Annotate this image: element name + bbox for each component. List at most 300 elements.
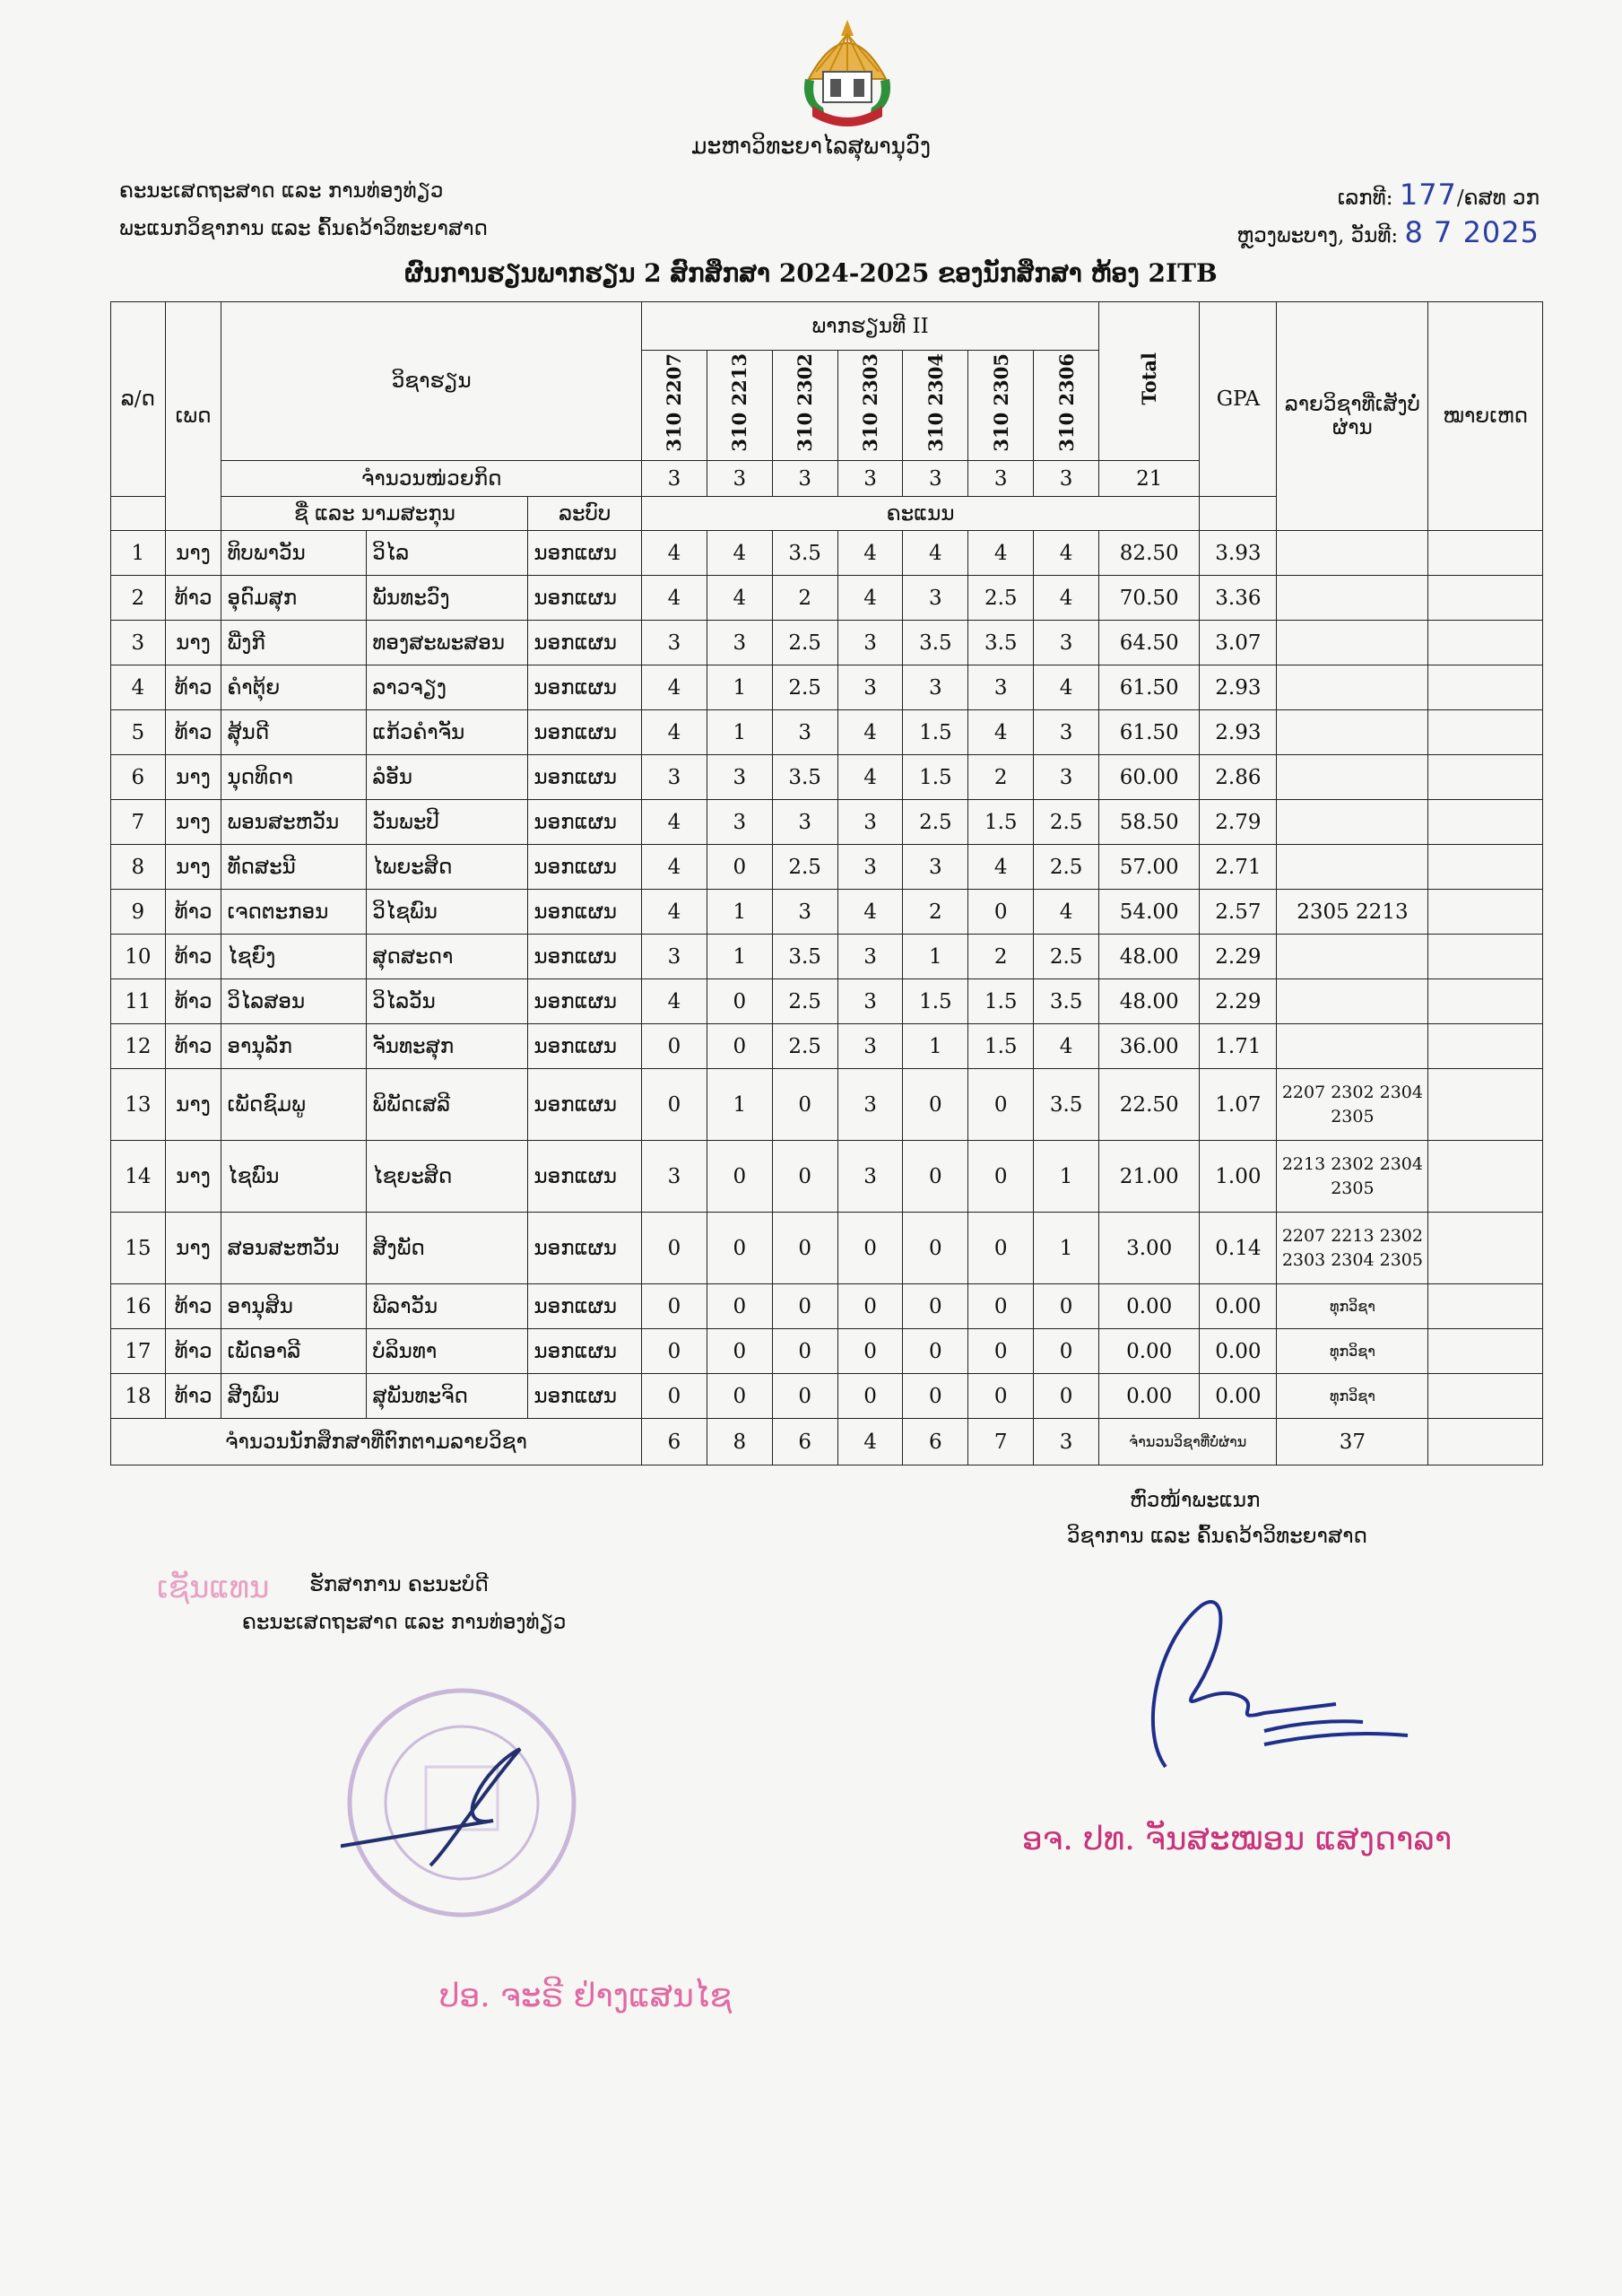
score-1: 0: [642, 1024, 707, 1069]
score-7: 2.5: [1034, 800, 1099, 845]
row-number: 12: [111, 1024, 166, 1069]
score-1: 4: [642, 531, 707, 576]
score-6: 2: [968, 755, 1034, 800]
student-last-name: ວັນພະປີ: [367, 800, 528, 845]
total-score: 58.50: [1099, 800, 1200, 845]
score-5: 1: [903, 1024, 968, 1069]
score-4: 3: [837, 665, 903, 710]
remark: [1428, 890, 1543, 935]
student-row: [111, 890, 1543, 935]
header-gpa: GPA: [1200, 302, 1277, 497]
credit-4: 3: [837, 461, 903, 497]
acting-dean-faculty: ຄະນະເສດຖະສາດ ແລະ ການທ່ອງທ່ຽວ: [242, 1611, 567, 1634]
score-2: 0: [707, 1141, 772, 1213]
student-last-name: ວິໄລ: [367, 531, 528, 576]
student-row: [111, 755, 1543, 800]
remark: [1428, 979, 1543, 1024]
score-1: 3: [642, 935, 707, 979]
head-of-department-unit: ວິຊາການ ແລະ ຄົ້ນຄວ້າວິທະຍາສາດ: [1067, 1525, 1367, 1548]
student-last-name: ວິໄຊພົນ: [367, 890, 528, 935]
total-score: 22.50: [1099, 1069, 1200, 1141]
remark: [1428, 1069, 1543, 1141]
score-6: 2.5: [968, 576, 1034, 621]
student-title: ທ້າວ: [165, 1024, 221, 1069]
failed-subjects: [1277, 531, 1428, 576]
failed-subjects: [1277, 710, 1428, 755]
total-score: 70.50: [1099, 576, 1200, 621]
row-number: 3: [111, 621, 166, 665]
score-7: 4: [1034, 890, 1099, 935]
student-first-name: ທັດສະນີ: [221, 845, 367, 890]
subject-code-4: 310 2303: [837, 351, 903, 461]
study-type: ນອກແຜນ: [528, 755, 642, 800]
student-first-name: ອຸດົມສຸກ: [221, 576, 367, 621]
score-5: 2.5: [903, 800, 968, 845]
student-first-name: ພອນສະຫວັນ: [221, 800, 367, 845]
score-6: 4: [968, 531, 1034, 576]
remark: [1428, 531, 1543, 576]
gpa: 0.00: [1200, 1374, 1277, 1419]
doc-number-value: 177: [1399, 178, 1457, 212]
student-first-name: ນຸດທິດາ: [221, 755, 367, 800]
study-type: ນອກແຜນ: [528, 935, 642, 979]
credit-1: 3: [642, 461, 707, 497]
total-score: 57.00: [1099, 845, 1200, 890]
score-3: 3: [772, 890, 837, 935]
failed-subjects: [1277, 665, 1428, 710]
study-type: ນອກແຜນ: [528, 1024, 642, 1069]
gpa: 2.29: [1200, 935, 1277, 979]
remark: [1428, 1141, 1543, 1213]
credits-total: 21: [1099, 461, 1200, 497]
student-first-name: ໄຊພົນ: [221, 1141, 367, 1213]
credits-label: ຈຳນວນໜ່ວຍກິດ: [221, 461, 642, 497]
score-1: 4: [642, 576, 707, 621]
score-5: 0: [903, 1069, 968, 1141]
student-title: ທ້າວ: [165, 935, 221, 979]
score-2: 0: [707, 1213, 772, 1284]
gpa: 2.29: [1200, 979, 1277, 1024]
remark: [1428, 621, 1543, 665]
total-score: 60.00: [1099, 755, 1200, 800]
row-number: 9: [111, 890, 166, 935]
head-of-department-name: ອຈ. ປທ. ຈັນສະໝອນ ແສງດາລາ: [1022, 1821, 1453, 1857]
score-6: 0: [968, 1284, 1034, 1329]
score-4: 0: [837, 1374, 903, 1419]
score-6: 2: [968, 935, 1034, 979]
score-2: 3: [707, 621, 772, 665]
score-2: 4: [707, 576, 772, 621]
student-row: [111, 1069, 1543, 1141]
failed-subjects: [1277, 621, 1428, 665]
gpa: 3.36: [1200, 576, 1277, 621]
score-2: 1: [707, 710, 772, 755]
row-number: 5: [111, 710, 166, 755]
header-semester: ພາກຮຽນທີ II: [642, 302, 1099, 351]
document-number: [1338, 178, 1540, 212]
row-number: 10: [111, 935, 166, 979]
score-2: 0: [707, 979, 772, 1024]
total-score: 0.00: [1099, 1284, 1200, 1329]
header-failed-subjects: ລາຍວິຊາທີ່ເສັງບໍ່ຜ່ານ: [1277, 302, 1428, 531]
score-2: 0: [707, 1329, 772, 1374]
remark: [1428, 800, 1543, 845]
row-number: 11: [111, 979, 166, 1024]
subject-code-1: 310 2207: [642, 351, 707, 461]
score-7: 4: [1034, 531, 1099, 576]
study-type: ນອກແຜນ: [528, 576, 642, 621]
student-title: ທ້າວ: [165, 1284, 221, 1329]
acting-dean-name: ປອ. ຈະຣີ ຢ່າງແສນໄຊ: [439, 1978, 733, 2014]
failed-count-2: 8: [707, 1419, 772, 1465]
score-3: 0: [772, 1329, 837, 1374]
score-3: 2.5: [772, 845, 837, 890]
score-7: 4: [1034, 1024, 1099, 1069]
header-subject: ວິຊາຮຽນ: [221, 302, 642, 461]
header-remark: ໝາຍເຫດ: [1428, 302, 1543, 531]
score-7: 0: [1034, 1284, 1099, 1329]
score-5: 1.5: [903, 755, 968, 800]
university-name: ມະຫາວິທະຍາໄລສຸພານຸວົງ: [690, 133, 932, 159]
student-last-name: ສຸພັນທະຈິດ: [367, 1374, 528, 1419]
total-score: 82.50: [1099, 531, 1200, 576]
score-5: 2: [903, 890, 968, 935]
student-first-name: ສຸ້ນດີ: [221, 710, 367, 755]
row-number: 13: [111, 1069, 166, 1141]
score-2: 0: [707, 1024, 772, 1069]
student-last-name: ຈັນທະສຸກ: [367, 1024, 528, 1069]
subject-code-6: 310 2305: [968, 351, 1034, 461]
score-2: 0: [707, 1284, 772, 1329]
gpa: 0.14: [1200, 1213, 1277, 1284]
row-number: 6: [111, 755, 166, 800]
score-6: 0: [968, 1374, 1034, 1419]
score-4: 3: [837, 1141, 903, 1213]
student-title: ທ້າວ: [165, 710, 221, 755]
score-4: 3: [837, 979, 903, 1024]
student-first-name: ທິບພາວັນ: [221, 531, 367, 576]
score-3: 0: [772, 1284, 837, 1329]
student-row: [111, 1141, 1543, 1213]
credit-7: 3: [1034, 461, 1099, 497]
row-number: 7: [111, 800, 166, 845]
score-5: 3: [903, 576, 968, 621]
study-type: ນອກແຜນ: [528, 665, 642, 710]
student-last-name: ແກ້ວຄຳຈັນ: [367, 710, 528, 755]
failed-subjects: [1277, 800, 1428, 845]
header-sex: ເພດ: [165, 302, 221, 531]
remark: [1428, 755, 1543, 800]
failed-count-1: 6: [642, 1419, 707, 1465]
student-row: [111, 935, 1543, 979]
score-2: 1: [707, 665, 772, 710]
row-number: 16: [111, 1284, 166, 1329]
row-number: 8: [111, 845, 166, 890]
student-first-name: ເຈດຕະກອນ: [221, 890, 367, 935]
header-name: ຊື່ ແລະ ນາມສະກຸນ: [221, 497, 528, 531]
study-type: ນອກແຜນ: [528, 531, 642, 576]
student-title: ນາງ: [165, 531, 221, 576]
student-last-name: ບໍລິນທາ: [367, 1329, 528, 1374]
department-name: ພະແນກວິຊາການ ແລະ ຄົ້ນຄວ້າວິທະຍາສາດ: [119, 217, 488, 240]
grades-body: [111, 531, 1543, 1419]
doc-number-label: ເລກທີ:: [1337, 187, 1393, 210]
header-type: ລະບົບ: [528, 497, 642, 531]
remark: [1428, 1329, 1543, 1374]
score-2: 3: [707, 800, 772, 845]
gpa: 2.79: [1200, 800, 1277, 845]
score-4: 0: [837, 1213, 903, 1284]
score-4: 4: [837, 890, 903, 935]
total-score: 61.50: [1099, 665, 1200, 710]
student-first-name: ພີ່ງກີ: [221, 621, 367, 665]
total-score: 36.00: [1099, 1024, 1200, 1069]
student-first-name: ສີງພົນ: [221, 1374, 367, 1419]
student-last-name: ວິໄລວັນ: [367, 979, 528, 1024]
study-type: ນອກແຜນ: [528, 890, 642, 935]
total-score: 3.00: [1099, 1213, 1200, 1284]
credit-6: 3: [968, 461, 1034, 497]
gpa: 2.93: [1200, 665, 1277, 710]
student-title: ນາງ: [165, 1069, 221, 1141]
subject-code-3: 310 2302: [772, 351, 837, 461]
score-2: 3: [707, 755, 772, 800]
score-4: 4: [837, 576, 903, 621]
score-3: 2.5: [772, 1024, 837, 1069]
student-title: ທ້າວ: [165, 1329, 221, 1374]
score-1: 4: [642, 845, 707, 890]
score-4: 3: [837, 935, 903, 979]
student-first-name: ອານຸລັກ: [221, 1024, 367, 1069]
remark: [1428, 710, 1543, 755]
student-row: [111, 1329, 1543, 1374]
student-last-name: ໄພຍະສິດ: [367, 845, 528, 890]
total-score: 48.00: [1099, 979, 1200, 1024]
score-5: 1.5: [903, 979, 968, 1024]
score-2: 1: [707, 1069, 772, 1141]
student-title: ທ້າວ: [165, 1374, 221, 1419]
head-signature: [1130, 1587, 1417, 1794]
score-3: 2.5: [772, 979, 837, 1024]
study-type: ນອກແຜນ: [528, 621, 642, 665]
student-last-name: ລາວຈຽງ: [367, 665, 528, 710]
student-row: [111, 710, 1543, 755]
gpa: 1.71: [1200, 1024, 1277, 1069]
student-title: ນາງ: [165, 1213, 221, 1284]
student-row: [111, 531, 1543, 576]
remark: [1428, 665, 1543, 710]
score-6: 0: [968, 1069, 1034, 1141]
student-title: ນາງ: [165, 621, 221, 665]
on-behalf-stamp: ເຊັນແທນ: [157, 1570, 270, 1605]
score-5: 1.5: [903, 710, 968, 755]
score-3: 0: [772, 1069, 837, 1141]
score-6: 4: [968, 845, 1034, 890]
failed-count-4: 4: [837, 1419, 903, 1465]
study-type: ນອກແຜນ: [528, 845, 642, 890]
score-4: 3: [837, 845, 903, 890]
score-6: 1.5: [968, 800, 1034, 845]
failed-subjects: [1277, 979, 1428, 1024]
student-title: ທ້າວ: [165, 665, 221, 710]
score-7: 2.5: [1034, 845, 1099, 890]
student-row: [111, 1374, 1543, 1419]
credit-5: 3: [903, 461, 968, 497]
total-score: 48.00: [1099, 935, 1200, 979]
remark: [1428, 1213, 1543, 1284]
score-7: 0: [1034, 1374, 1099, 1419]
student-last-name: ທອງສະພະສອນ: [367, 621, 528, 665]
score-5: 1: [903, 935, 968, 979]
study-type: ນອກແຜນ: [528, 1329, 642, 1374]
score-5: 0: [903, 1374, 968, 1419]
subject-code-5: 310 2304: [903, 351, 968, 461]
study-type: ນອກແຜນ: [528, 1374, 642, 1419]
score-5: 3: [903, 845, 968, 890]
score-3: 0: [772, 1141, 837, 1213]
student-title: ທ້າວ: [165, 890, 221, 935]
remark: [1428, 576, 1543, 621]
score-7: 4: [1034, 665, 1099, 710]
score-3: 0: [772, 1374, 837, 1419]
gpa: 0.00: [1200, 1284, 1277, 1329]
score-1: 3: [642, 755, 707, 800]
score-2: 0: [707, 845, 772, 890]
study-type: ນອກແຜນ: [528, 979, 642, 1024]
failed-subjects: 2207 2213 2302 2303 2304 2305: [1277, 1213, 1428, 1284]
date-value: 8 7 2025: [1404, 215, 1540, 249]
score-7: 3: [1034, 755, 1099, 800]
score-2: 4: [707, 531, 772, 576]
remark: [1428, 1284, 1543, 1329]
student-row: [111, 576, 1543, 621]
failed-count-6: 7: [968, 1419, 1034, 1465]
student-first-name: ຄຳຕຸ້ຍ: [221, 665, 367, 710]
student-row: [111, 665, 1543, 710]
failed-subjects: ທຸກວິຊາ: [1277, 1284, 1428, 1329]
score-4: 3: [837, 800, 903, 845]
student-row: [111, 1024, 1543, 1069]
score-2: 1: [707, 890, 772, 935]
row-number: 4: [111, 665, 166, 710]
row-number: 14: [111, 1141, 166, 1213]
score-3: 3.5: [772, 531, 837, 576]
student-row: [111, 800, 1543, 845]
remark: [1428, 845, 1543, 890]
score-6: 0: [968, 890, 1034, 935]
score-6: 0: [968, 1141, 1034, 1213]
failed-count-5: 6: [903, 1419, 968, 1465]
score-5: 4: [903, 531, 968, 576]
failed-subjects: [1277, 576, 1428, 621]
student-row: [111, 621, 1543, 665]
score-6: 3.5: [968, 621, 1034, 665]
credit-2: 3: [707, 461, 772, 497]
failed-subjects: 2207 2302 2304 2305: [1277, 1069, 1428, 1141]
grades-table: [110, 301, 1543, 1465]
score-7: 4: [1034, 576, 1099, 621]
header-score: ຄະແນນ: [642, 497, 1200, 531]
score-3: 2: [772, 576, 837, 621]
gpa: 1.07: [1200, 1069, 1277, 1141]
score-4: 0: [837, 1284, 903, 1329]
score-1: 4: [642, 665, 707, 710]
row-number: 2: [111, 576, 166, 621]
score-5: 3: [903, 665, 968, 710]
document-title: ຜົນການຮຽນພາກຮຽນ 2 ສົກສຶກສາ 2024-2025 ຂອງນັກສຶກສາ ຫ້ອງ 2ITB: [404, 258, 1218, 288]
score-6: 0: [968, 1329, 1034, 1374]
score-7: 1: [1034, 1213, 1099, 1284]
failed-subjects: [1277, 845, 1428, 890]
student-first-name: ອານຸສິນ: [221, 1284, 367, 1329]
failed-subjects: 2213 2302 2304 2305: [1277, 1141, 1428, 1213]
score-7: 1: [1034, 1141, 1099, 1213]
student-title: ນາງ: [165, 1141, 221, 1213]
score-7: 2.5: [1034, 935, 1099, 979]
subject-code-7: 310 2306: [1034, 351, 1099, 461]
score-3: 3: [772, 800, 837, 845]
remark: [1428, 935, 1543, 979]
score-5: 0: [903, 1329, 968, 1374]
student-last-name: ສີງພັດ: [367, 1213, 528, 1284]
total-score: 54.00: [1099, 890, 1200, 935]
acting-dean-title: ຮັກສາການ ຄະນະບໍດີ: [309, 1573, 489, 1596]
gpa: 3.93: [1200, 531, 1277, 576]
score-4: 4: [837, 755, 903, 800]
score-5: 0: [903, 1213, 968, 1284]
score-5: 0: [903, 1141, 968, 1213]
score-7: 3: [1034, 710, 1099, 755]
score-2: 0: [707, 1374, 772, 1419]
study-type: ນອກແຜນ: [528, 710, 642, 755]
study-type: ນອກແຜນ: [528, 800, 642, 845]
student-row: [111, 979, 1543, 1024]
score-3: 2.5: [772, 621, 837, 665]
failed-total-label: ຈຳນວນວິຊາທີ່ບໍ່ຜ່ານ: [1099, 1419, 1277, 1465]
gpa: 0.00: [1200, 1329, 1277, 1374]
score-1: 4: [642, 979, 707, 1024]
gpa: 2.57: [1200, 890, 1277, 935]
failed-count-3: 6: [772, 1419, 837, 1465]
score-7: 3: [1034, 621, 1099, 665]
header-no: ລ/ດ: [111, 302, 166, 497]
gpa: 2.93: [1200, 710, 1277, 755]
row-number: 15: [111, 1213, 166, 1284]
score-4: 4: [837, 710, 903, 755]
student-first-name: ໄຊຍົງ: [221, 935, 367, 979]
score-1: 0: [642, 1069, 707, 1141]
header-total: Total: [1099, 302, 1200, 461]
score-4: 3: [837, 1069, 903, 1141]
student-row: [111, 845, 1543, 890]
student-last-name: ພິພັດເສລີ: [367, 1069, 528, 1141]
study-type: ນອກແຜນ: [528, 1141, 642, 1213]
score-1: 3: [642, 621, 707, 665]
score-3: 3.5: [772, 755, 837, 800]
score-1: 0: [642, 1329, 707, 1374]
row-number: 17: [111, 1329, 166, 1374]
score-1: 4: [642, 800, 707, 845]
student-title: ນາງ: [165, 845, 221, 890]
total-score: 61.50: [1099, 710, 1200, 755]
total-score: 21.00: [1099, 1141, 1200, 1213]
score-3: 3.5: [772, 935, 837, 979]
failed-subjects: [1277, 935, 1428, 979]
failed-subjects: 2305 2213: [1277, 890, 1428, 935]
student-last-name: ສຸດສະດາ: [367, 935, 528, 979]
score-6: 1.5: [968, 979, 1034, 1024]
score-7: 0: [1034, 1329, 1099, 1374]
